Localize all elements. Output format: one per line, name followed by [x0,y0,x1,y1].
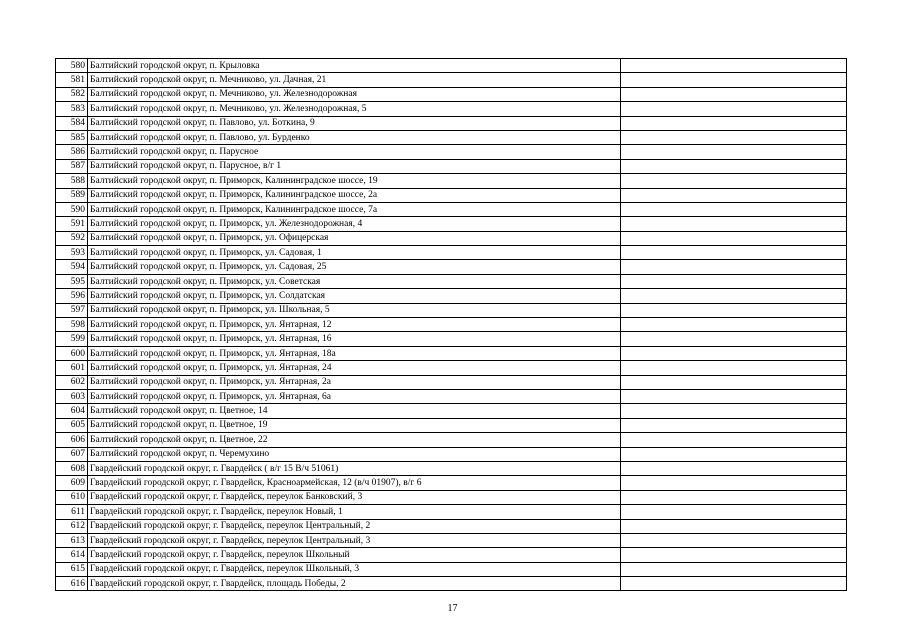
note-cell [621,332,847,346]
row-number-cell: 593 [56,246,88,260]
row-number-cell: 595 [56,274,88,288]
row-number-cell: 613 [56,533,88,547]
table-row [56,289,847,303]
row-number-cell: 587 [56,159,88,173]
table-row [56,375,847,389]
note-cell [621,418,847,432]
row-number-cell: 582 [56,87,88,101]
address-cell: Гвардейский городской округ, г. Гвардейск ( в/г 15 В/ч 51061) [88,461,621,475]
row-number-cell: 596 [56,289,88,303]
note-cell [621,231,847,245]
note-cell [621,217,847,231]
note-cell [621,533,847,547]
table-row [56,174,847,188]
address-cell: Балтийский городской округ, п. Черемухино [88,447,621,461]
note-cell [621,130,847,144]
table-row [56,461,847,475]
table-row [56,217,847,231]
table-row [56,577,847,591]
note-cell [621,346,847,360]
note-cell [621,562,847,576]
address-cell: Гвардейский городской округ, г. Гвардейск, переулок Школьный [88,548,621,562]
table-row [56,303,847,317]
table-row [56,389,847,403]
table-row [56,102,847,116]
address-cell: Балтийский городской округ, п. Приморск, ул. Железнодорожная, 4 [88,217,621,231]
row-number-cell: 584 [56,116,88,130]
address-cell: Балтийский городской округ, п. Павлово, ул. Бурденко [88,130,621,144]
address-cell: Гвардейский городской округ, г. Гвардейск, Красноармейская, 12 (в/ч 01907), в/г 6 [88,476,621,490]
table-row [56,562,847,576]
address-cell: Балтийский городской округ, п. Цветное, 22 [88,433,621,447]
table-row [56,59,847,73]
row-number-cell: 611 [56,505,88,519]
row-number-cell: 615 [56,562,88,576]
address-cell: Балтийский городской округ, п. Приморск, ул. Янтарная, 18а [88,346,621,360]
row-number-cell: 580 [56,59,88,73]
row-number-cell: 583 [56,102,88,116]
note-cell [621,159,847,173]
note-cell [621,505,847,519]
note-cell [621,289,847,303]
address-cell: Балтийский городской округ, п. Приморск, ул. Янтарная, 2а [88,375,621,389]
row-number-cell: 594 [56,260,88,274]
row-number-cell: 581 [56,73,88,87]
table-row [56,332,847,346]
note-cell [621,461,847,475]
table-row [56,476,847,490]
note-cell [621,73,847,87]
note-cell [621,519,847,533]
note-cell [621,246,847,260]
table-row [56,404,847,418]
note-cell [621,447,847,461]
note-cell [621,389,847,403]
row-number-cell: 592 [56,231,88,245]
note-cell [621,188,847,202]
address-cell: Гвардейский городской округ, г. Гвардейск, площадь Победы, 2 [88,577,621,591]
table-row [56,202,847,216]
address-table [55,58,847,591]
note-cell [621,318,847,332]
row-number-cell: 591 [56,217,88,231]
table-row [56,361,847,375]
address-cell: Балтийский городской округ, п. Приморск, Калининградское шоссе, 2а [88,188,621,202]
page-number: 17 [447,603,458,614]
table-row [56,260,847,274]
row-number-cell: 585 [56,130,88,144]
row-number-cell: 610 [56,490,88,504]
address-cell: Балтийский городской округ, п. Мечниково, ул. Железнодорожная [88,87,621,101]
note-cell [621,260,847,274]
address-cell: Балтийский городской округ, п. Приморск, Калининградское шоссе, 7а [88,202,621,216]
address-cell: Балтийский городской округ, п. Приморск, ул. Солдатская [88,289,621,303]
row-number-cell: 601 [56,361,88,375]
note-cell [621,87,847,101]
row-number-cell: 607 [56,447,88,461]
row-number-cell: 614 [56,548,88,562]
row-number-cell: 598 [56,318,88,332]
row-number-cell: 609 [56,476,88,490]
row-number-cell: 603 [56,389,88,403]
row-number-cell: 608 [56,461,88,475]
address-cell: Балтийский городской округ, п. Мечниково, ул. Дачная, 21 [88,73,621,87]
table-row [56,87,847,101]
table-row [56,346,847,360]
address-cell: Балтийский городской округ, п. Парусное, в/г 1 [88,159,621,173]
address-cell: Гвардейский городской округ, г. Гвардейск, переулок Центральный, 3 [88,533,621,547]
note-cell [621,116,847,130]
row-number-cell: 599 [56,332,88,346]
address-table-container [55,58,847,591]
note-cell [621,102,847,116]
note-cell [621,404,847,418]
address-cell: Гвардейский городской округ, г. Гвардейск, переулок Центральный, 2 [88,519,621,533]
address-cell: Балтийский городской округ, п. Приморск, ул. Янтарная, 16 [88,332,621,346]
table-row [56,159,847,173]
note-cell [621,59,847,73]
table-row [56,116,847,130]
row-number-cell: 616 [56,577,88,591]
table-row [56,548,847,562]
address-cell: Балтийский городской округ, п. Приморск, ул. Янтарная, 12 [88,318,621,332]
address-cell: Балтийский городской округ, п. Крыловка [88,59,621,73]
table-row [56,519,847,533]
address-cell: Балтийский городской округ, п. Приморск, Калининградское шоссе, 19 [88,174,621,188]
address-cell: Балтийский городской округ, п. Приморск, ул. Садовая, 1 [88,246,621,260]
row-number-cell: 605 [56,418,88,432]
table-row [56,490,847,504]
row-number-cell: 602 [56,375,88,389]
row-number-cell: 606 [56,433,88,447]
row-number-cell: 590 [56,202,88,216]
table-row [56,318,847,332]
table-row [56,505,847,519]
address-cell: Балтийский городской округ, п. Цветное, 14 [88,404,621,418]
address-cell: Гвардейский городской округ, г. Гвардейск, переулок Новый, 1 [88,505,621,519]
address-cell: Балтийский городской округ, п. Приморск, ул. Советская [88,274,621,288]
table-row [56,188,847,202]
table-row [56,274,847,288]
address-cell: Балтийский городской округ, п. Павлово, ул. Боткина, 9 [88,116,621,130]
table-row [56,73,847,87]
address-cell: Балтийский городской округ, п. Приморск, ул. Янтарная, 6а [88,389,621,403]
table-row [56,145,847,159]
address-cell: Балтийский городской округ, п. Приморск, ул. Офицерская [88,231,621,245]
table-row [56,231,847,245]
row-number-cell: 589 [56,188,88,202]
address-cell: Балтийский городской округ, п. Мечниково, ул. Железнодорожная, 5 [88,102,621,116]
note-cell [621,490,847,504]
row-number-cell: 597 [56,303,88,317]
note-cell [621,274,847,288]
address-cell: Балтийский городской округ, п. Приморск, ул. Янтарная, 24 [88,361,621,375]
row-number-cell: 600 [56,346,88,360]
note-cell [621,361,847,375]
note-cell [621,375,847,389]
address-cell: Балтийский городской округ, п. Приморск, ул. Садовая, 25 [88,260,621,274]
table-row [56,433,847,447]
row-number-cell: 604 [56,404,88,418]
note-cell [621,476,847,490]
row-number-cell: 586 [56,145,88,159]
note-cell [621,174,847,188]
note-cell [621,433,847,447]
address-cell: Балтийский городской округ, п. Цветное, 19 [88,418,621,432]
address-cell: Гвардейский городской округ, г. Гвардейск, переулок Школьный, 3 [88,562,621,576]
table-row [56,130,847,144]
note-cell [621,145,847,159]
table-row [56,533,847,547]
row-number-cell: 612 [56,519,88,533]
address-cell: Гвардейский городской округ, г. Гвардейск, переулок Банковский, 3 [88,490,621,504]
address-table-body [56,59,847,591]
note-cell [621,577,847,591]
note-cell [621,548,847,562]
address-cell: Балтийский городской округ, п. Приморск, ул. Школьная, 5 [88,303,621,317]
note-cell [621,202,847,216]
address-cell: Балтийский городской округ, п. Парусное [88,145,621,159]
table-row [56,447,847,461]
note-cell [621,303,847,317]
table-row [56,246,847,260]
table-row [56,418,847,432]
row-number-cell: 588 [56,174,88,188]
